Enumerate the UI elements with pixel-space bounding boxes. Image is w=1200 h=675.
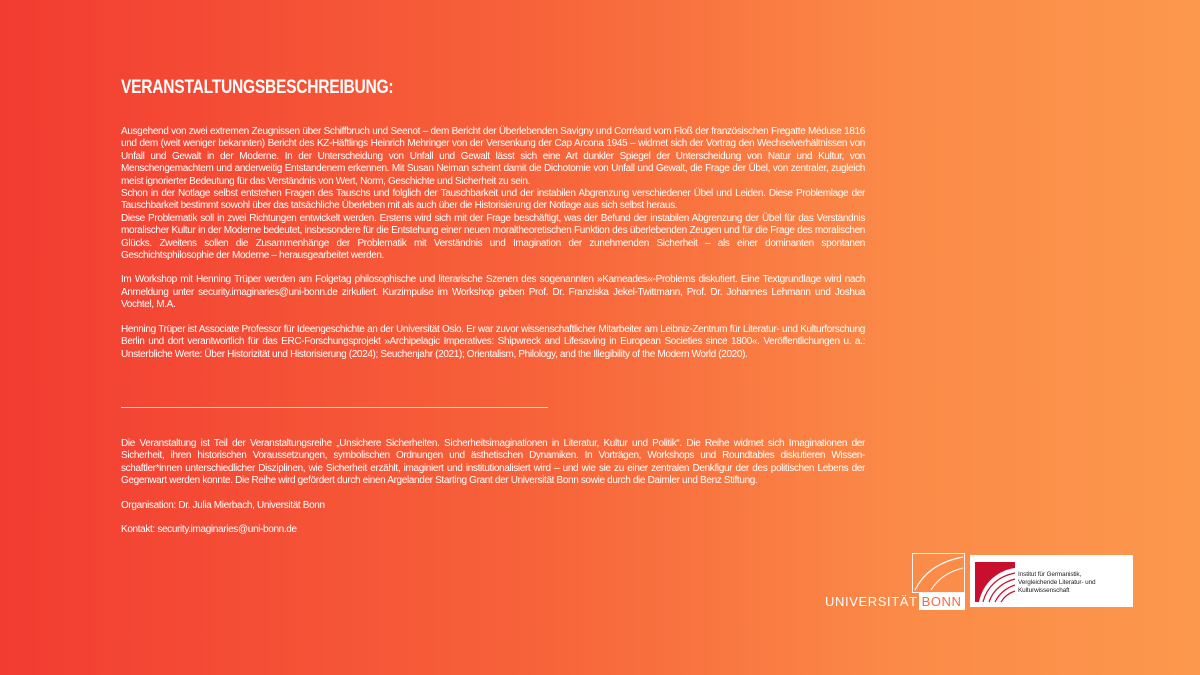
logo-bar: [825, 553, 1135, 609]
speaker-bio-paragraph: Henning Trüper ist Associate Professor für Ideengeschichte an der Universität Oslo. Er war zuvor wissenschaftlicher Mitarbeiter am Leibniz-Zentrum für Literatur- und Kulturforschung Berlin und dort verantwortlich für das ERC-Forschungsprojekt »Archipelagic Imperatives: Shipwreck and Lifesaving in European Societies since 1800«. Veröffentlichungen u. a.: Unsterbliche Werte: Über Historizität und Historisierung (2024); Seuchenjahr (2021); Orientalism, Philology, and the Illegibility of the Modern World (2020).: [121, 323, 865, 360]
description-paragraph-2: Schon in der Notlage selbst entstehen Fragen des Tauschs und folglich der Tauschbarkeit und der instabilen Abgrenzung verschiedener Übel und Leiden. Diese Problemlage der Tauschbarkeit bestimmt sowohl über das tatsächliche Überleben mit als auch über die Historisierung der Notlage aus sich selbst heraus.: [121, 188, 865, 212]
workshop-paragraph: Im Workshop mit Henning Trüper werden am Folgetag philosophische und literarische Szenen des sogenannten »Karneades«-Problems diskutiert. Eine Textgrundlage wird nach Anmeldung unter security.imaginaries@uni-bonn.de zirkuliert. Kurzimpulse im Workshop geben Prof. Dr. Franziska Jekel-Twittmann, Prof. Dr. Johannes Lehmann und Joshua Vochtel, M.A.: [121, 274, 865, 311]
university-bonn-logo-mark: [912, 553, 965, 593]
bonn-word: BONN: [919, 593, 965, 610]
event-description: [121, 76, 865, 361]
contact-line: Kontakt: security.imaginaries@uni-bonn.de: [121, 524, 297, 536]
series-paragraph: Die Veranstaltung ist Teil der Veranstaltungsreihe „Unsichere Sicherheiten. Sicherheitsimaginationen in Literatur, Kultur und Politik“. Die Reihe widmet sich Imaginationen der Sicherheit, ihren historischen Voraussetzungen, symbolischen Ordnungen und ästhetischen Dynamiken. In Vorträgen, Workshops und Roundtables diskutieren Wissen-schaftler*innen unterschiedlicher Disziplinen, wie Sicherheit erzählt, imaginiert und institutionalisiert wird – und wie sie zu einer zentralen Denkfigur der des politischen Lebens der Gegenwart werden konnte. Die Reihe wird gefördert durch einen Argelander Starting Grant der Universität Bonn sowie durch die Daimler und Benz Stiftung.: [121, 438, 865, 487]
institute-logo: [970, 555, 1133, 607]
institute-name: Institut für Germanistik, Vergleichende Literatur- und Kulturwissenschaft: [1018, 571, 1096, 594]
description-paragraph-3: Diese Problematik soll in zwei Richtungen entwickelt werden. Erstens wird sich mit der Frage beschäftigt, was der Befund der instabilen Abgrenzung der Übel für das Verständnis moralischer Kultur in der Moderne bedeutet, insbesondere für die Entstehung einer neuen moraltheoretischen Funktion des überlebenden Zeugen und für die Frage des moralischen Glücks. Zweitens sollen die Zusammenhänge der Problematik mit Verständnis und Imagination der zunehmenden Sicherheit – als einer dominanten spontanen Geschichtsphilosophie der Moderne – herausgearbeitet werden.: [121, 212, 865, 262]
page-title: VERANSTALTUNGSBESCHREIBUNG:: [121, 77, 394, 98]
section-divider: [121, 407, 548, 408]
description-paragraph-1: Ausgehend von zwei extremen Zeugnissen über Schiffbruch und Seenot – dem Bericht der Überlebenden Savigny und Corréard vom Floß der französischen Fregatte Méduse 1816 und dem (weit weniger bekannten) Bericht des KZ-Häftlings Heinrich Mehringer von der Versenkung der Cap Arcona 1945 – widmet sich der Vortrag den Wechselverhältnissen von Unfall und Gewalt in der Moderne. In der Unterscheidung von Unfall und Gewalt lässt sich eine Art dunkler Spiegel der Unterscheidung von Natur und Kultur, von Menschengemachtem und anderweitig Entstandenem erkennen. Mit Susan Neiman scheint damit die Dichotomie von Unfall und Gewalt, die Frage der Übel, von zentraler, zugleich meist ignorierter Bedeutung für das Verständnis von Wert, Norm, Geschichte und Sicherheit zu sein.: [121, 126, 865, 187]
organisation-line: Organisation: Dr. Julia Mierbach, Universität Bonn: [121, 499, 325, 511]
university-bonn-logo-text: [825, 593, 965, 610]
university-word: UNIVERSITÄT: [825, 594, 918, 609]
series-info: [121, 438, 865, 536]
institute-emblem-icon: [973, 558, 1017, 604]
